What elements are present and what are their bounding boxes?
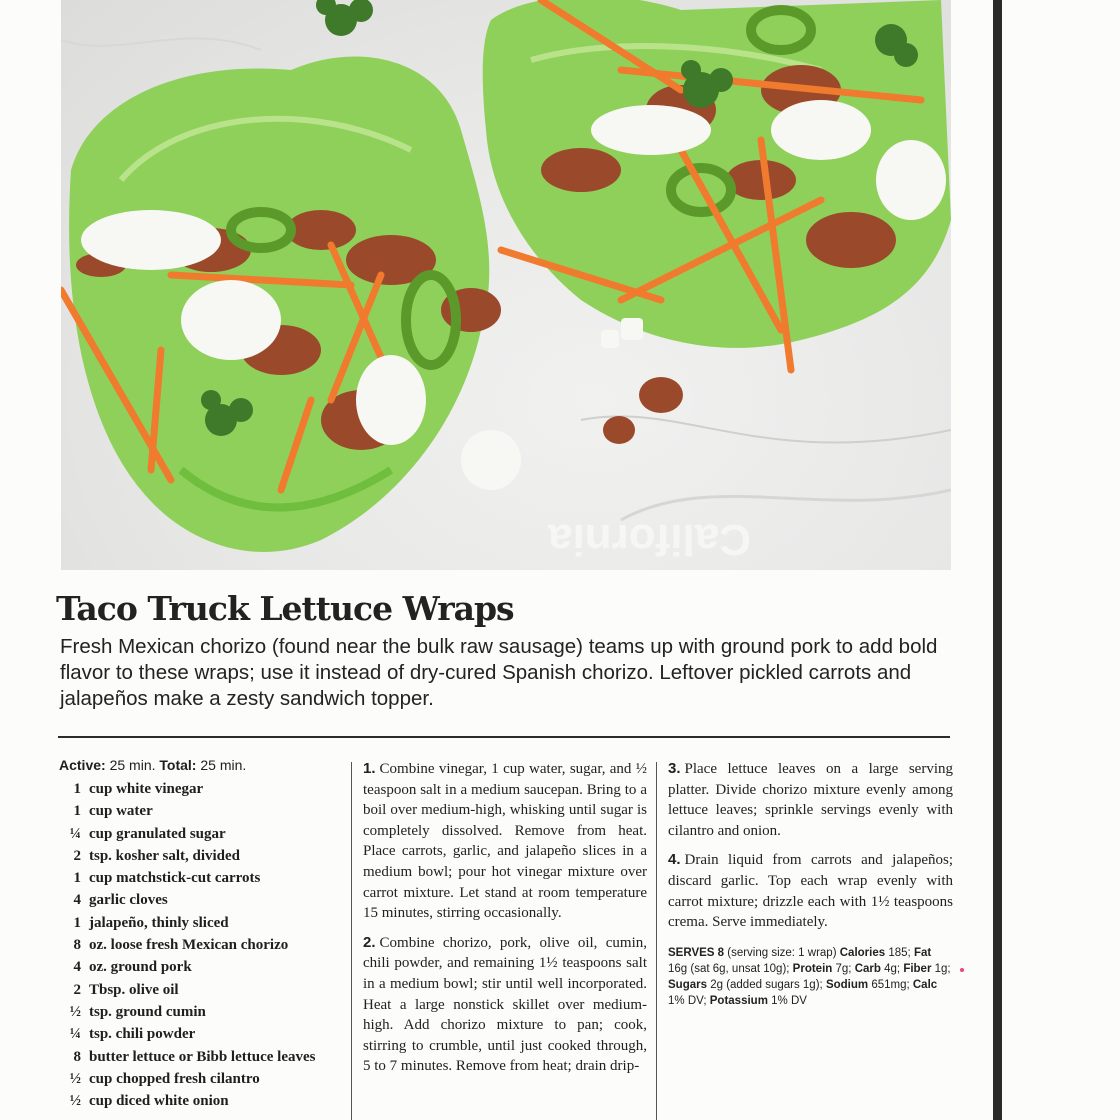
step-4: 4. Drain liquid from carrots and jalapeños; discard garlic. Top each wrap evenly with carrot mixture; drizzle each with 1½ teaspoons crema. Serve immediately.	[668, 851, 953, 931]
ingredient-item: 1 cup matchstick-cut carrots	[73, 870, 261, 887]
steps-column	[363, 759, 647, 1086]
ingredient-item: 8 butter lettuce or Bibb lettuce leaves	[73, 1048, 316, 1065]
ingredient-item: 1 cup water	[73, 803, 153, 820]
ingredient-item: ½ cup diced white onion	[69, 1093, 229, 1110]
ingredient-item: 1 cup white vinegar	[73, 781, 204, 797]
ingredients-column	[59, 757, 344, 1112]
column-divider-2	[656, 762, 657, 1120]
column-divider-1	[351, 762, 352, 1120]
ingredient-item: ½ cup chopped fresh cilantro	[69, 1070, 260, 1087]
step-1: 1. Combine vinegar, 1 cup water, sugar, and ½ teaspoon salt in a medium saucepan. Bring to a boil over medium-high, whisking until sugar is completely dissolved. Remove from heat. Place carrots, garlic, and jalapeño slices in a medium bowl; pour hot vinegar mixture over carrot mixture. Let stand at room temperature 15 minutes, stirring occasionally.	[363, 760, 647, 922]
steps-column-right	[668, 759, 953, 1009]
ingredient-item: 4 oz. ground pork	[73, 959, 192, 976]
recipe-intro: Fresh Mexican chorizo (found near the bulk raw sausage) teams up with ground pork to add bold flavor to these wraps; use it instead of dry-cured Spanish chorizo. Leftover pickled carrots and jalapeños make a zesty sandwich topper.	[60, 635, 938, 710]
ingredient-item: 1 jalapeño, thinly sliced	[73, 914, 229, 931]
step-3: 3. Place lettuce leaves on a large serving platter. Divide chorizo mixture evenly among lettuce leaves; sprinkle servings evenly with cilantro and onion.	[668, 760, 953, 839]
nutrition-info: SERVES 8 (serving size: 1 wrap) Calories 185; Fat 16g (sat 6g, unsat 10g); Protein 7g; Carb 4g; Fiber 1g; Sugars 2g (added sugars 1g); Sodium 651mg; Calc 1% DV; Potassium 1% DV	[668, 946, 951, 1007]
ingredient-list	[59, 778, 344, 1112]
timing-line	[59, 757, 344, 773]
ingredient-item: 8 oz. loose fresh Mexican chorizo	[73, 937, 289, 954]
step-2: 2. Combine chorizo, pork, olive oil, cumin, chili powder, and remaining 1½ teaspoons salt in a medium bowl; stir until well incorporated. Heat a large nonstick skillet over medium-high. Add chorizo mixture to pan; cook, stirring to crumble, until just cooked through, 5 to 7 minutes. Remove from heat; drain drip-	[363, 933, 647, 1075]
ingredient-item: ½ tsp. ground cumin	[69, 1003, 206, 1020]
print-mark	[960, 968, 964, 972]
page-spine	[993, 0, 1002, 1120]
recipe-title: Taco Truck Lettuce Wraps	[56, 589, 514, 628]
total-label: Total:	[159, 757, 197, 773]
photo-watermark: California	[548, 515, 751, 564]
active-value: 25 min.	[109, 757, 156, 773]
ingredient-item: 2 Tbsp. olive oil	[73, 981, 179, 998]
ingredient-item: ¼ cup granulated sugar	[69, 825, 226, 842]
active-label: Active:	[59, 757, 106, 773]
left-lettuce-leaf	[69, 57, 489, 552]
section-divider	[58, 736, 950, 738]
ingredient-item: 4 garlic cloves	[73, 892, 168, 909]
hero-photo	[61, 0, 951, 570]
lettuce-wraps-illustration	[61, 0, 951, 570]
total-value: 25 min.	[200, 757, 247, 773]
ingredient-item: ¼ tsp. chili powder	[69, 1026, 196, 1043]
ingredient-item: 2 tsp. kosher salt, divided	[73, 847, 241, 864]
